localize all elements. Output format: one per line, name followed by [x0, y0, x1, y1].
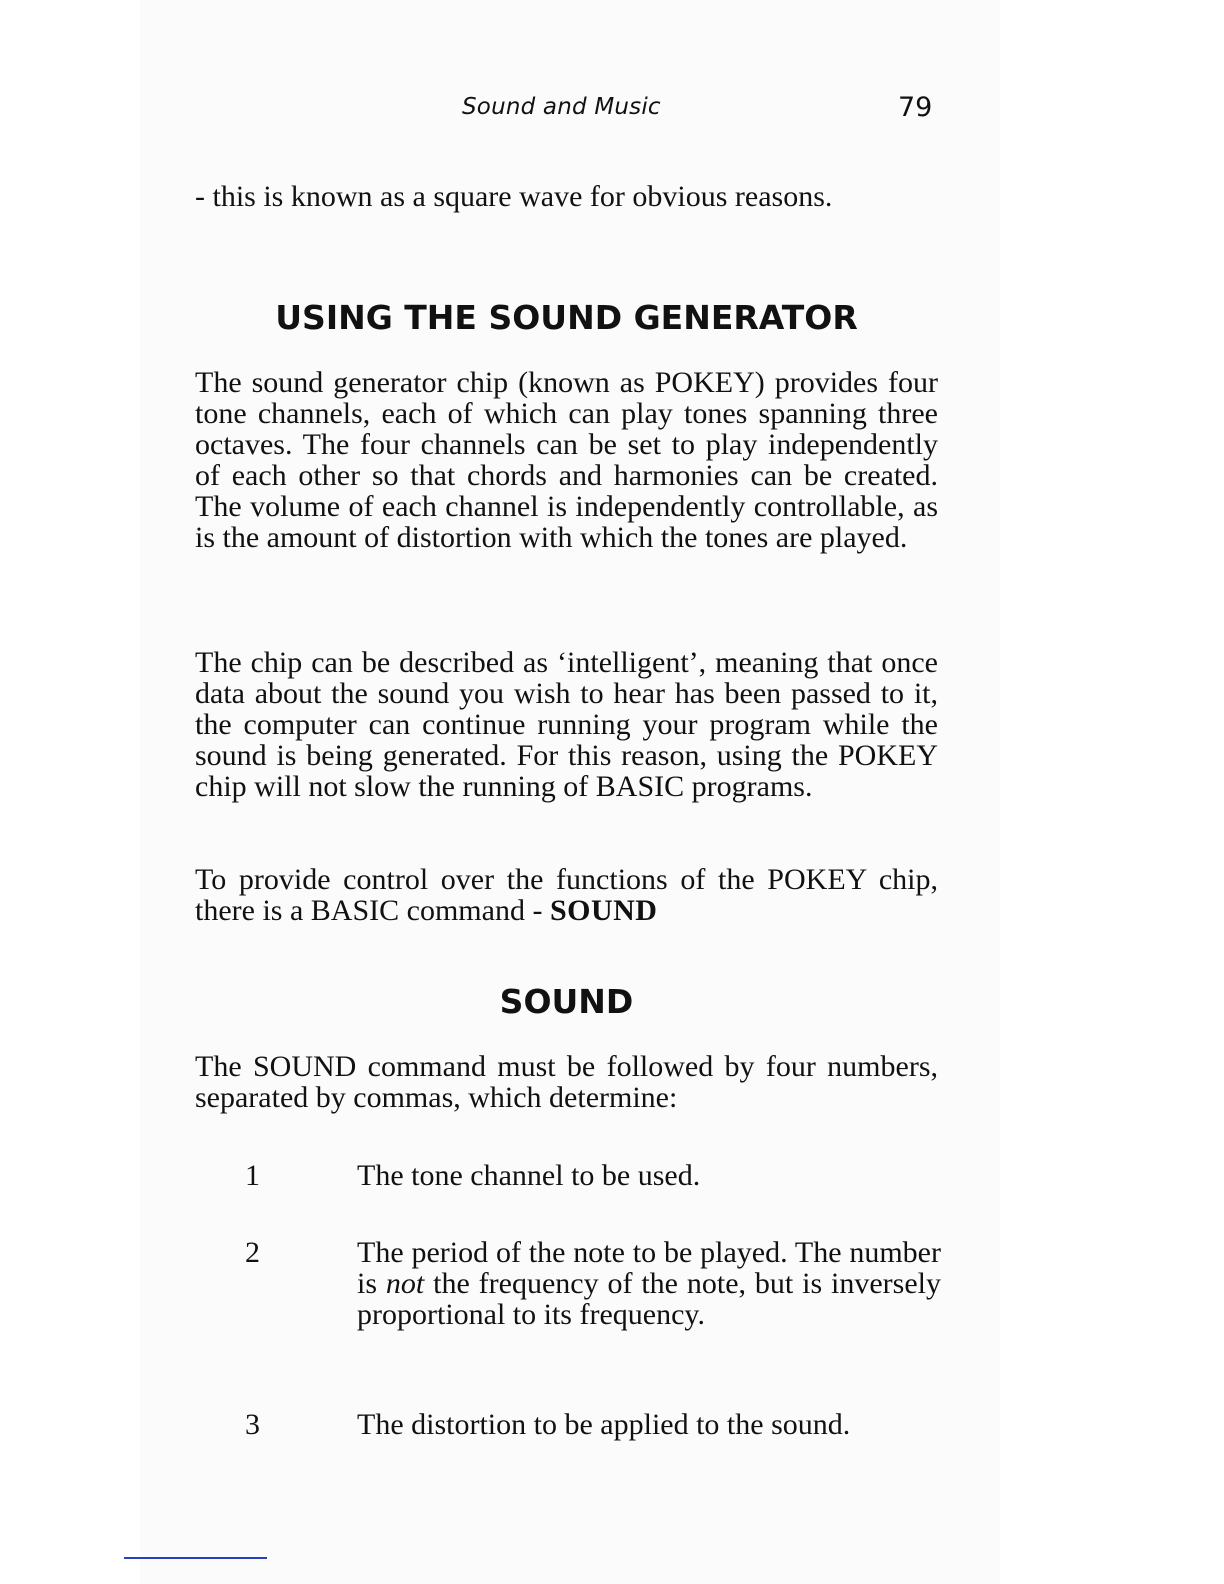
paragraph-basic-command [195, 864, 938, 926]
footnote-rule [124, 1557, 267, 1559]
emphasis-not: not [385, 1267, 425, 1300]
list-item-number: 2 [245, 1236, 260, 1269]
list-item-number: 3 [245, 1408, 260, 1441]
page-number: 79 [898, 92, 933, 123]
list-item-text: The distortion to be applied to the sound. [357, 1408, 851, 1441]
list-item-text: The tone channel to be used. [357, 1159, 701, 1192]
sound-command-name: SOUND [549, 894, 658, 927]
paragraph-sound-generator-chip: The sound generator chip (known as POKEY) provides four tone channels, each of which can play tones spanning three octaves. The four channels can be set to play independently of each other so that chords and harmonies can be created. The volume of each channel is independently controllable, as is the amount of distortion with which the tones are played. [195, 366, 938, 554]
list-item-number: 1 [245, 1159, 260, 1192]
intro-paragraph: - this is known as a square wave for obvious reasons. [195, 180, 833, 213]
list-item-text-part: The period of the note to be played. The number is [357, 1236, 941, 1300]
section-heading-using-sound-generator: USING THE SOUND GENERATOR [275, 298, 858, 337]
list-item-text [357, 1237, 941, 1330]
paragraph-intelligent-chip: The chip can be described as ‘intelligent’, meaning that once data about the sound you wish to hear has been passed to it, the computer can continue running your program while the sound is being generated. For this reason, using the POKEY chip will not slow the running of BASIC programs. [195, 646, 938, 803]
running-title: Sound and Music [462, 94, 661, 120]
paragraph-sound-command: The SOUND command must be followed by four numbers, separated by commas, which determine: [195, 1050, 938, 1114]
basic-command-lead-text: To provide control over the functions of the POKEY chip, there is a BASIC command - [195, 863, 938, 927]
list-item-text-part: the frequency of the note, but is inversely proportional to its frequency. [357, 1267, 941, 1331]
section-heading-sound: SOUND [499, 982, 634, 1021]
